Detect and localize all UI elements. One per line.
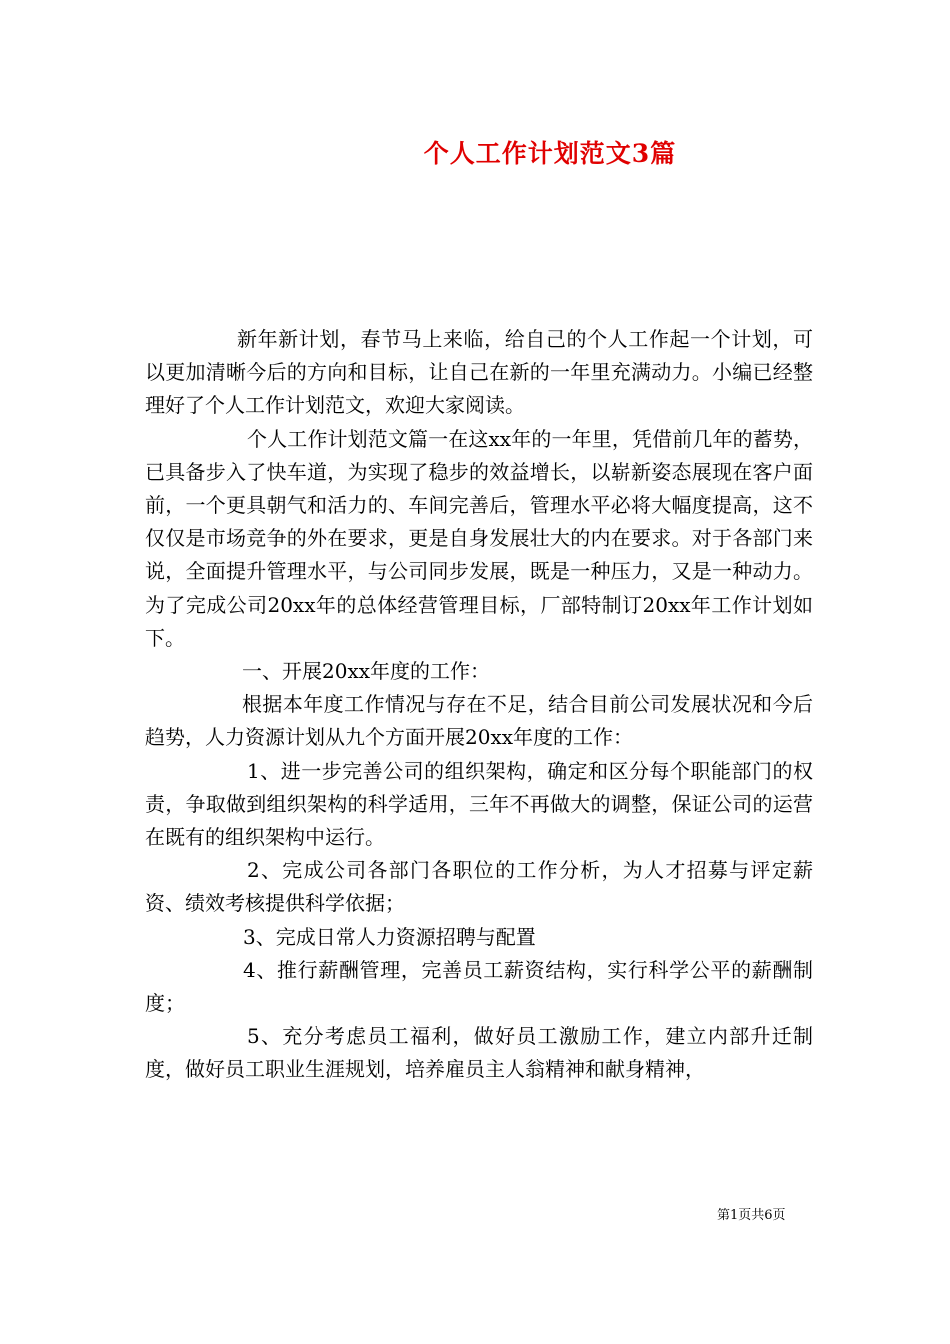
- page-number: 第1页共6页: [717, 1208, 786, 1223]
- list-item-2: 2、完成公司各部门各职位的工作分析，为人才招募与评定薪资、绩效考核提供科学依据；: [145, 858, 813, 916]
- plan-intro-paragraph: 根据本年度工作情况与存在不足，结合目前公司发展状况和今后趋势，人力资源计划从九个方面开展20xx年度的工作：: [145, 692, 813, 750]
- list-item-4: 4、推行薪酬管理，完善员工薪资结构，实行科学公平的薪酬制度；: [145, 957, 813, 1016]
- document-title: 个人工作计划范文3篇: [423, 139, 677, 168]
- heading-one: 一、开展20xx年度的工作：: [242, 659, 491, 684]
- list-item-5: 5、充分考虑员工福利，做好员工激励工作，建立内部升迁制度，做好员工职业生涯规划，培养雇员主人翁精神和献身精神，: [145, 1024, 813, 1082]
- list-item-3: 3、完成日常人力资源招聘与配置: [243, 924, 536, 949]
- list-item-1: 1、进一步完善公司的组织架构，确定和区分每个职能部门的权责，争取做到组织架构的科学适用，三年不再做大的调整，保证公司的运营在既有的组织架构中运行。: [145, 758, 813, 850]
- intro-paragraph: 新年新计划，春节马上来临，给自己的个人工作起一个计划，可以更加清晰今后的方向和目标，让自己在新的一年里充满动力。小编已经整理好了个人工作计划范文，欢迎大家阅读。: [145, 327, 813, 418]
- document-body: [145, 323, 813, 1087]
- section-one-paragraph: 个人工作计划范文篇一在这xx年的一年里，凭借前几年的蓄势，已具备步入了快车道，为实现了稳步的效益增长，以崭新姿态展现在客户面前，一个更具朝气和活力的、车间完善后，管理水平必将大幅度提高，这不仅仅是市场竞争的外在要求，更是自身发展壮大的内在要求。对于各部门来说，全面提升管理水平，与公司同步发展，既是一种压力，又是一种动力。为了完成公司20xx年的总体经营管理目标，厂部特制订20xx年工作计划如下。: [145, 426, 813, 650]
